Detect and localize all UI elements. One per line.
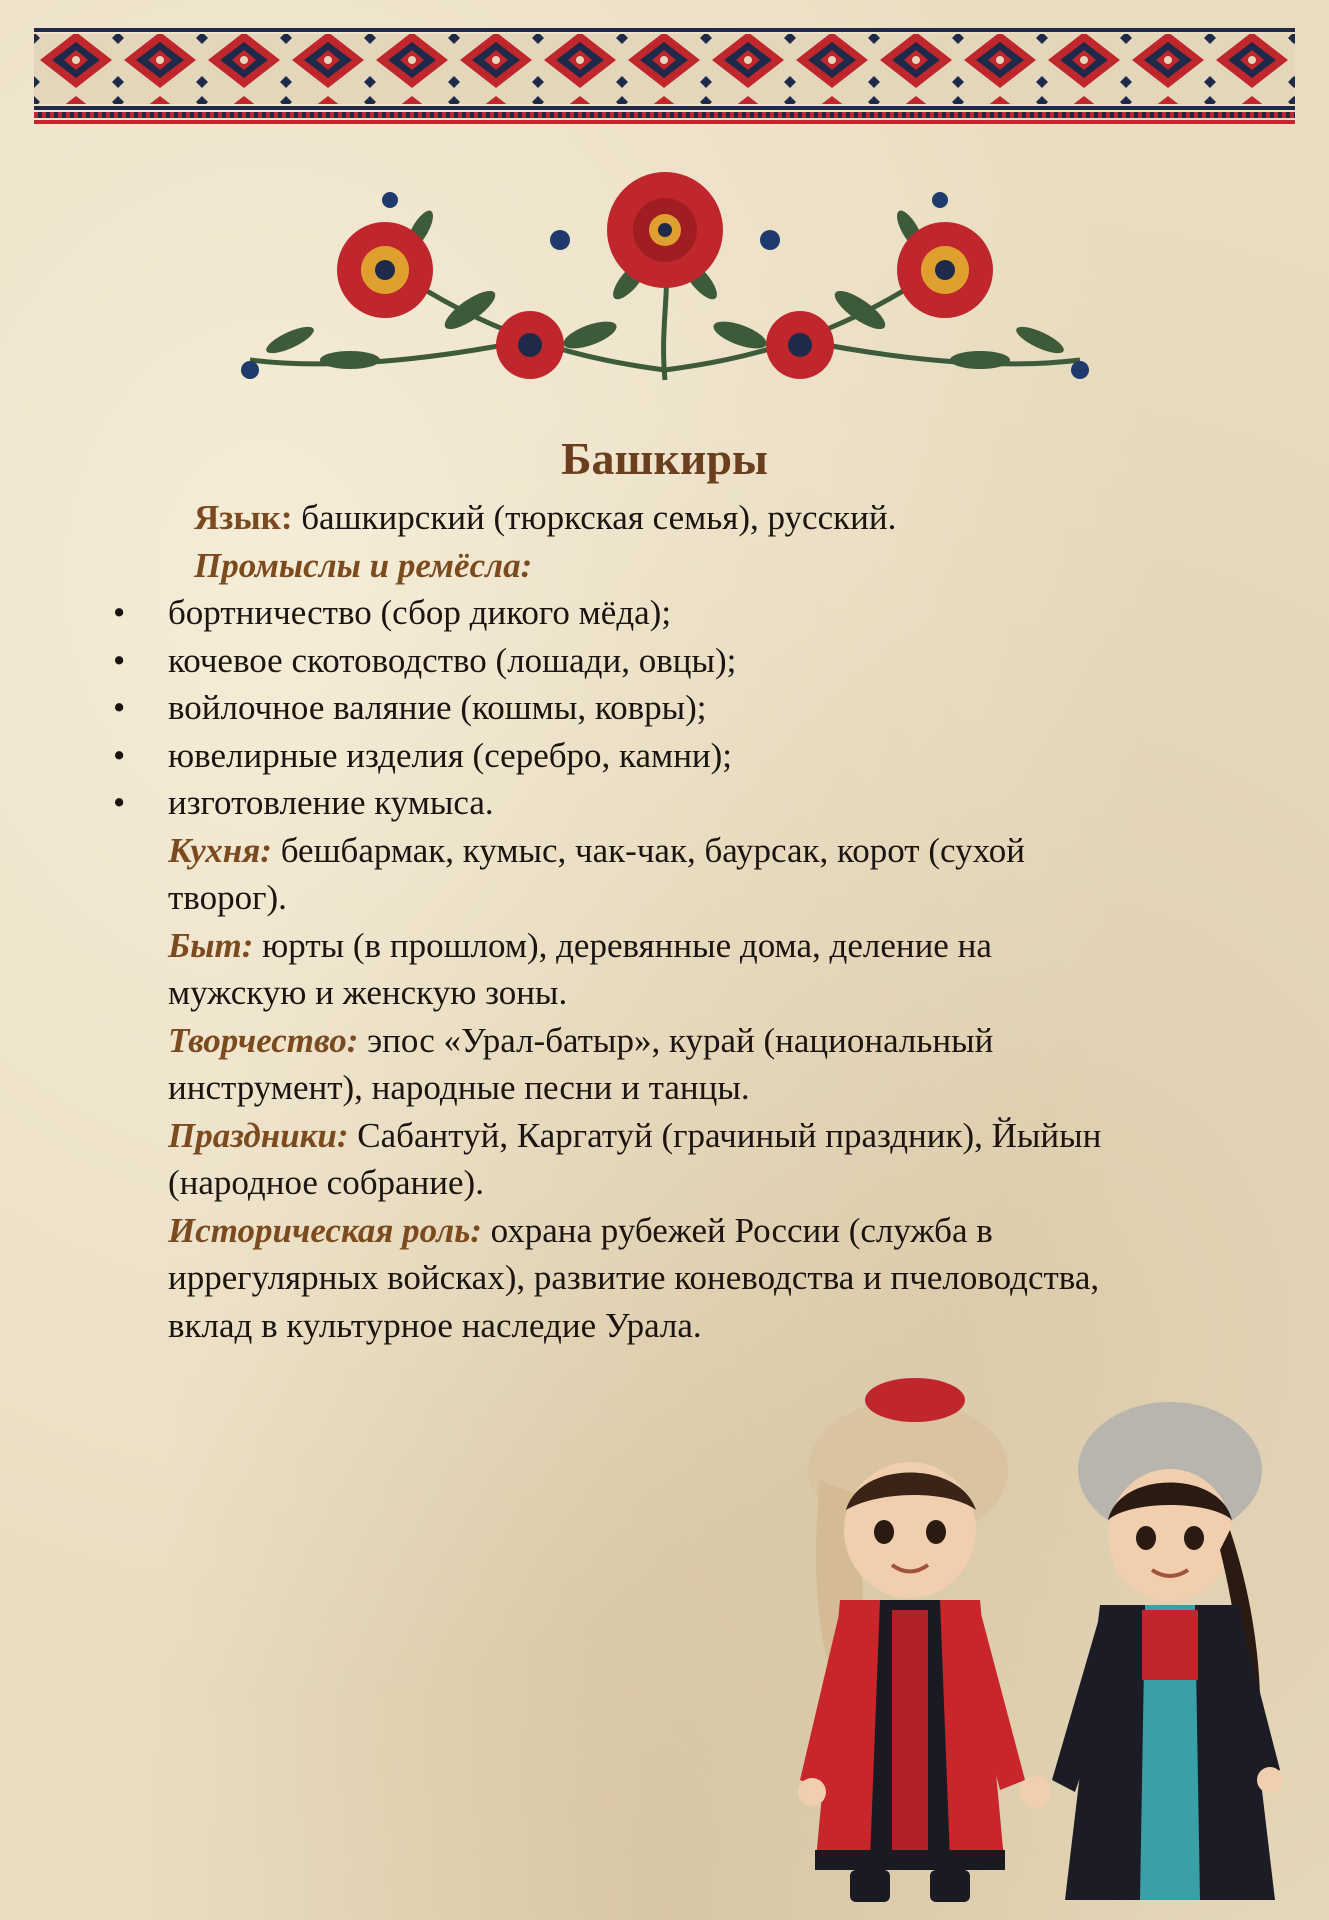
creativity-text: эпос «Урал-батыр», курай (национальный	[367, 1020, 994, 1060]
life-label: Быт:	[168, 925, 254, 965]
cuisine-label: Кухня:	[168, 830, 272, 870]
creativity-line-1	[168, 1017, 1238, 1065]
crafts-heading	[168, 542, 1238, 590]
list-item-text: кочевое скотоводство (лошади, овцы);	[168, 640, 737, 680]
holidays-text: Сабантуй, Каргатуй (грачиный праздник), Йыйын	[357, 1115, 1102, 1155]
girl-figure	[1052, 1402, 1283, 1900]
creativity-label: Творчество:	[168, 1020, 359, 1060]
cuisine-line-1	[168, 827, 1238, 875]
cuisine-line-2: творог).	[168, 878, 287, 917]
bashkir-children-illustration	[780, 1360, 1300, 1905]
history-label: Историческая роль:	[168, 1210, 482, 1250]
creativity-line-2: инструмент), народные песни и танцы.	[168, 1068, 750, 1107]
bullet-icon: •	[113, 688, 126, 727]
page-title: Башкиры	[561, 433, 768, 484]
history-line-2: иррегулярных войсках), развитие коневодства и пчеловодства,	[168, 1258, 1100, 1297]
language-text: башкирский (тюркская семья), русский.	[301, 498, 897, 537]
list-item	[113, 589, 1238, 637]
list-item-text: ювелирные изделия (серебро, камни);	[168, 735, 733, 775]
list-item-text: войлочное валяние (кошмы, ковры);	[168, 688, 707, 727]
list-item-text: изготовление кумыса.	[168, 783, 494, 822]
language-line	[168, 494, 1238, 542]
bullet-icon: •	[113, 593, 126, 632]
language-label: Язык:	[194, 498, 293, 537]
cuisine-text: бешбармак, кумыс, чак-чак, баурсак, корот (сухой	[280, 830, 1025, 870]
bullet-icon: •	[113, 735, 126, 775]
boy-figure	[798, 1378, 1025, 1902]
holidays-line-1	[168, 1112, 1238, 1160]
content	[113, 494, 1238, 1349]
list-item	[113, 684, 1238, 732]
history-text: охрана рубежей России (служба в	[490, 1210, 993, 1250]
list-item	[113, 779, 1238, 827]
list-item	[113, 637, 1238, 685]
bullet-icon: •	[113, 783, 126, 822]
holidays-line-2: (народное собрание).	[168, 1163, 484, 1202]
crafts-label: Промыслы и ремёсла:	[194, 545, 533, 585]
life-line-2: мужскую и женскую зоны.	[168, 973, 568, 1012]
list-item	[113, 732, 1238, 780]
life-text: юрты (в прошлом), деревянные дома, деление на	[262, 925, 992, 965]
history-line-3: вклад в культурное наследие Урала.	[168, 1305, 702, 1345]
holidays-label: Праздники:	[168, 1115, 349, 1155]
floral-embroidery	[230, 170, 1100, 400]
list-item-text: бортничество (сбор дикого мёда);	[168, 593, 672, 632]
crafts-list	[113, 589, 1238, 827]
embroidered-border	[34, 28, 1295, 128]
history-line-1	[168, 1207, 1238, 1255]
bullet-icon: •	[113, 640, 126, 680]
life-line-1	[168, 922, 1238, 970]
